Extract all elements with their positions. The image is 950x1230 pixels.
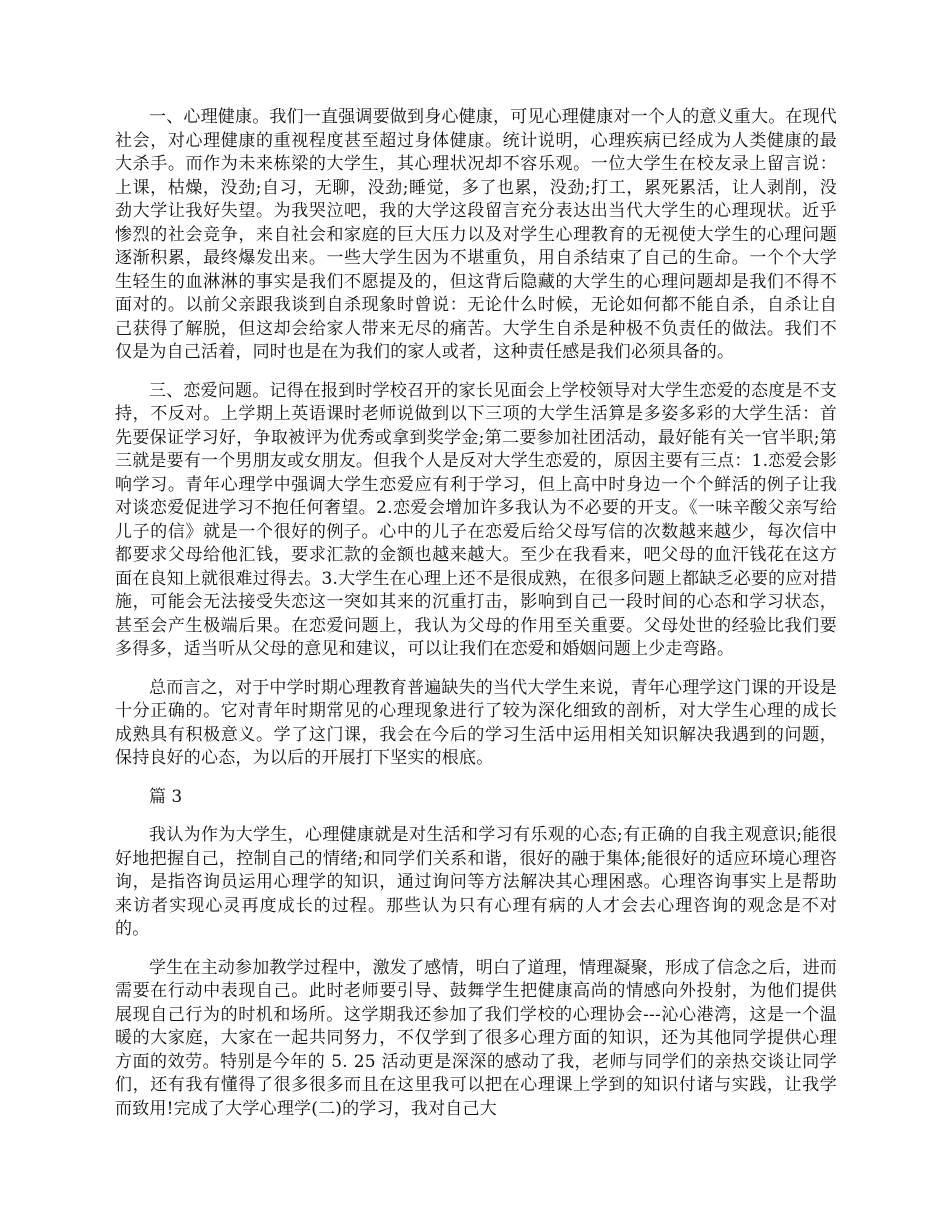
paragraph-mental-health: 一、心理健康。我们一直强调要做到身心健康，可见心理健康对一个人的意义重大。在现代社会，对心理健康的重视程度甚至超过身体健康。统计说明，心理疾病已经成为人类健康的最大杀手。而作为未来栋梁的大学生，其心理状况却不容乐观。一位大学生在校友录上留言说：上课，枯燥，没劲;自习，无聊，没劲;睡觉，多了也累，没劲;打工，累死累活，让人剥削，没劲大学让我好失望。为我哭泣吧，我的大学这段留言充分表达出当代大学生的心理现状。近乎惨烈的社会竞争，来自社会和家庭的巨大压力以及对学生心理教育的无视使大学生的心理问题逐渐积累，最终爆发出来。一些大学生因为不堪重负，用自杀结束了自己的生命。一个个大学生轻生的血淋淋的事实是我们不愿提及的，但这背后隐藏的大学生的心理问题却是我们不得不面对的。以前父亲跟我谈到自杀现象时曾说：无论什么时候，无论如何都不能自杀，自杀让自己获得了解脱，但这却会给家人带来无尽的痛苦。大学生自杀是种极不负责任的做法。我们不仅是为自己活着，同时也是在为我们的家人或者，这种责任感是我们必须具备的。 [115,107,837,362]
paragraph-psych-counseling: 我认为作为大学生，心理健康就是对生活和学习有乐观的心态;有正确的自我主观意识;能很好地把握自己，控制自己的情绪;和同学们关系和谐，很好的融于集体;能很好的适应环境心理咨询，是指咨询员运用心理学的知识，通过询问等方法解决其心理困惑。心理咨询事实上是帮助来访者实现心灵再度成长的过程。那些认为只有心理有病的人才会去心理咨询的观念是不对的。 [115,825,837,939]
paragraph-romance-issue: 三、恋爱问题。记得在报到时学校召开的家长见面会上学校领导对大学生恋爱的态度是不支持，不反对。上学期上英语课时老师说做到以下三项的大学生活算是多姿多彩的大学生活：首先要保证学习好，争取被评为优秀或拿到奖学金;第二要参加社团活动，最好能有关一官半职;第三就是要有一个男朋友或女朋友。但我个人是反对大学生恋爱的，原因主要有三点：1.恋爱会影响学习。青年心理学中强调大学生恋爱应有利于学习，但上高中时身边一个个鲜活的例子让我对谈恋爱促进学习不抱任何奢望。2.恋爱会增加许多我认为不必要的开支。《一味辛酸父亲写给儿子的信》就是一个很好的例子。心中的儿子在恋爱后给父母写信的次数越来越少，每次信中都要求父母给他汇钱，要求汇款的金额也越来越大。至少在我看来，吧父母的血汗钱花在这方面在良知上就很难过得去。3.大学生在心理上还不是很成熟，在很多问题上都缺乏必要的应对措施，可能会无法接受失恋这一突如其来的沉重打击，影响到自己一段时间的心态和学习状态，甚至会产生极端后果。在恋爱问题上，我认为父母的作用至关重要。父母处世的经验比我们要多得多，适当听从父母的意见和建议，可以让我们在恋爱和婚姻问题上少走弯路。 [115,380,837,659]
document-page [115,106,837,1136]
paragraph-conclusion: 总而言之，对于中学时期心理教育普遍缺失的当代大学生来说，青年心理学这门课的开设是十分正确的。它对青年时期常见的心理现象进行了较为深化细致的剖析，对大学生心理的成长成熟具有积极意义。学了这门课，我会在今后的学习生活中运用相关知识解决我遇到的问题，保持良好的心态，为以后的开展打下坚实的根底。 [115,677,837,768]
section-heading: 篇 3 [149,786,183,807]
paragraph-psych-association: 学生在主动参加教学过程中，激发了感情，明白了道理，情理凝聚，形成了信念之后，进而需要在行动中表现自己。此时老师要引导、鼓舞学生把健康高尚的情感向外投射，为他们提供展现自己行为的时机和场所。这学期我还参加了我们学校的心理协会---沁心港湾，这是一个温暖的大家庭，大家在一起共同努力，不仅学到了很多心理方面的知识，还为其他同学提供心理方面的效劳。特别是今年的 5. 25 活动更是深深的感动了我，老师与同学们的亲热交谈让同学们，还有我有懂得了很多很多而且在这里我可以把在心理课上学到的知识付诸与实践，让我学而致用!完成了大学心理学(二)的学习，我对自己大 [115,957,837,1119]
